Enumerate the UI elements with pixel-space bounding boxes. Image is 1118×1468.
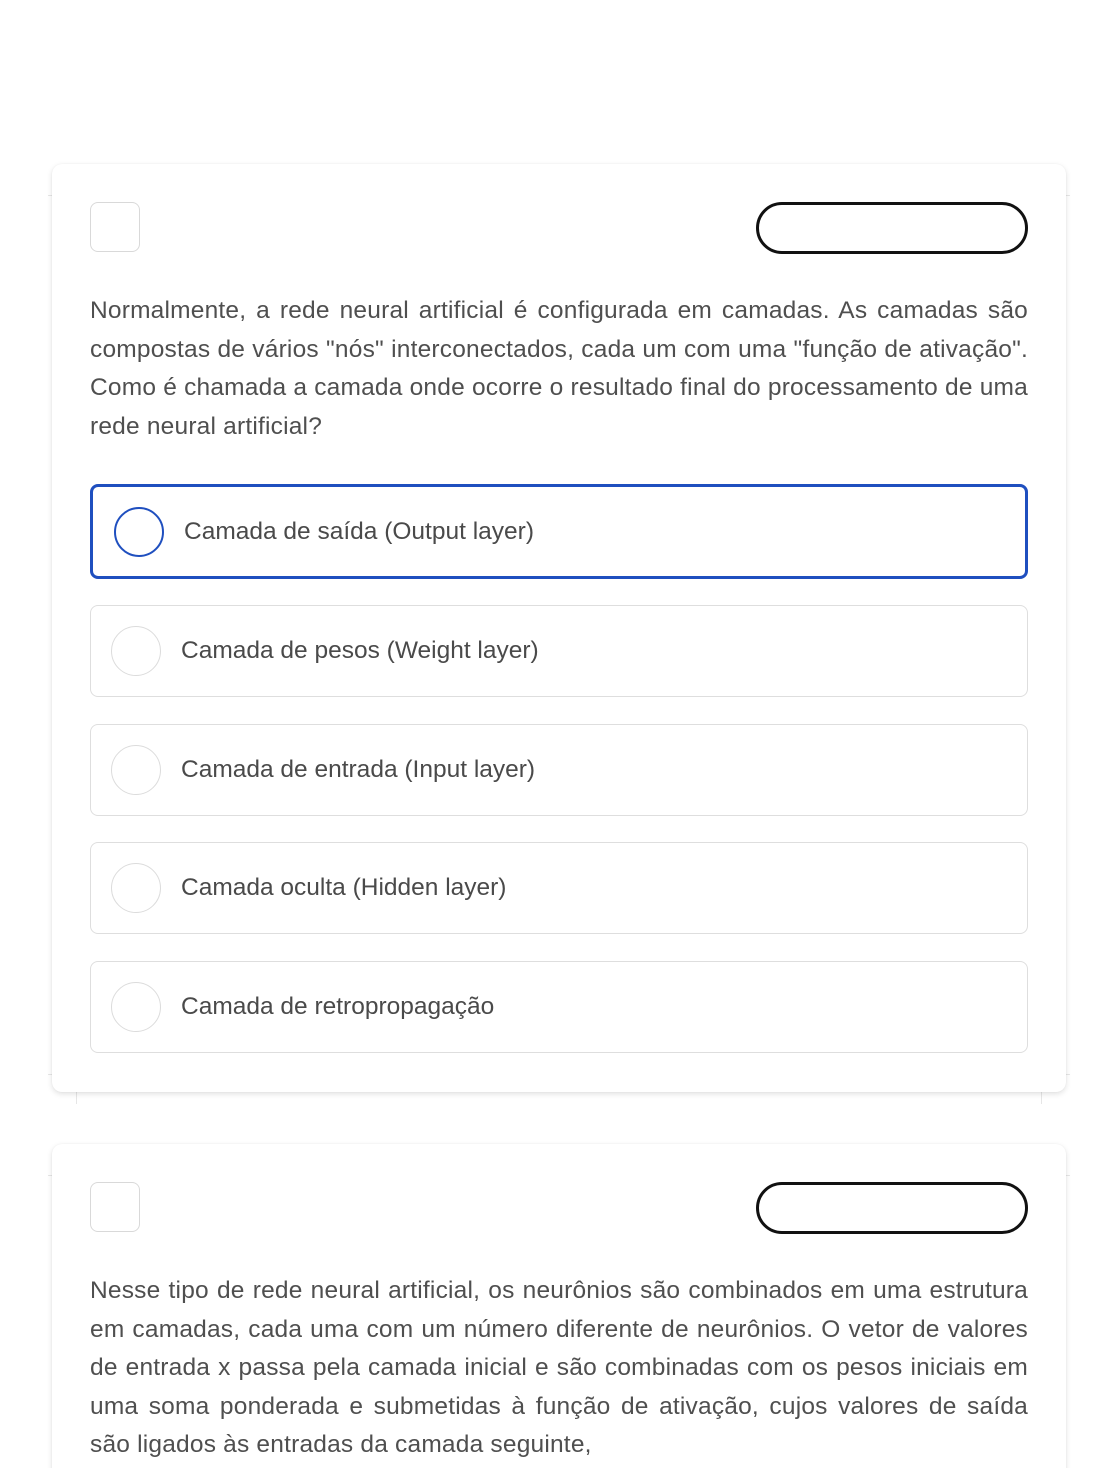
card-1-top-line-right xyxy=(1066,195,1070,196)
question-card xyxy=(52,1144,1066,1468)
question-text: Nesse tipo de rede neural artificial, os neurônios são combinados em uma estrutura em camadas, cada uma com um número diferente de neurônios. O vetor de valores de entrada x passa pela camada inicial e são combinadas com os pesos iniciais em uma soma ponderada e submetidas à função de ativação, cujos valores de saída são ligados às entradas da camada seguinte, xyxy=(90,1277,1028,1458)
card-1-bottom-line-right xyxy=(1066,1074,1070,1075)
answer-option[interactable] xyxy=(90,842,1028,934)
answer-option-label: Camada de saída (Output layer) xyxy=(184,517,534,545)
answer-option-selected[interactable] xyxy=(90,484,1028,579)
question-tag-pill[interactable] xyxy=(756,202,1028,254)
question-tag-pill[interactable] xyxy=(756,1182,1028,1234)
card-1-tail-left xyxy=(76,1092,77,1104)
card-1-tail-right xyxy=(1041,1092,1042,1104)
question-checkbox[interactable] xyxy=(90,1182,140,1232)
answer-option[interactable] xyxy=(90,724,1028,816)
answer-option-label: Camada de entrada (Input layer) xyxy=(181,756,536,783)
answer-option-label: Camada oculta (Hidden layer) xyxy=(181,874,507,901)
question-checkbox[interactable] xyxy=(90,202,140,252)
answer-option[interactable] xyxy=(90,605,1028,697)
question-card xyxy=(52,164,1066,1092)
answer-option[interactable] xyxy=(90,961,1028,1053)
answer-option-label: Camada de retropropagação xyxy=(181,993,495,1020)
radio-button[interactable] xyxy=(111,982,161,1032)
radio-button[interactable] xyxy=(114,507,164,557)
card-2-top-line-right xyxy=(1066,1175,1070,1176)
radio-button[interactable] xyxy=(111,745,161,795)
question-text: Normalmente, a rede neural artificial é configurada em camadas. As camadas são compostas de vários "nós" interconectados, cada um com uma "função de ativação". Como é chamada a camada onde ocorre o resultado final do processamento de uma rede neural artificial? xyxy=(90,297,1028,440)
radio-button[interactable] xyxy=(111,626,161,676)
answer-option-label: Camada de pesos (Weight layer) xyxy=(181,637,539,664)
radio-button[interactable] xyxy=(111,863,161,913)
